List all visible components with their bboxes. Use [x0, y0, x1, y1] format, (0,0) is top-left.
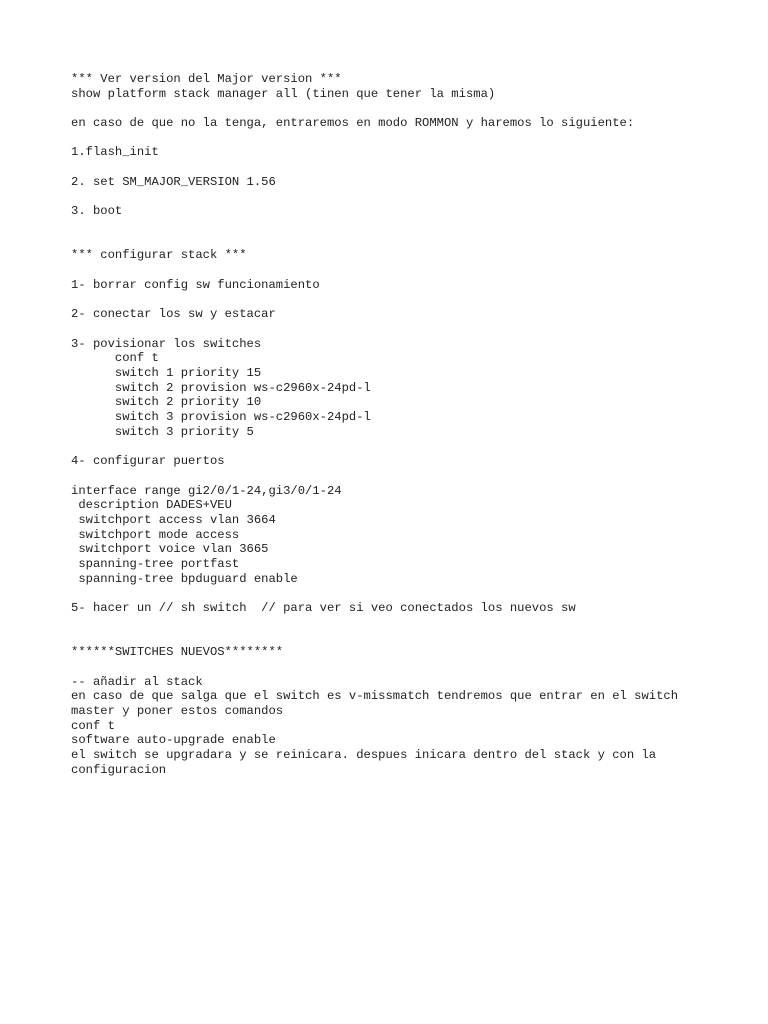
blank-line: [71, 101, 751, 116]
blank-line: [71, 234, 751, 249]
blank-line: [71, 131, 751, 146]
text-line: *** Ver version del Major version ***: [71, 72, 342, 86]
text-line: -- añadir al stack: [71, 674, 203, 689]
blank-line: [71, 631, 751, 646]
text-line: switch 1 priority 15: [71, 365, 262, 380]
text-line: switch 3 priority 5: [71, 424, 254, 439]
blank-line: [71, 586, 751, 601]
text-line: switchport access vlan 3664: [71, 512, 276, 527]
text-line: conf t: [71, 351, 159, 366]
text-line: 1- borrar config sw funcionamiento: [71, 277, 320, 292]
document-page: [71, 72, 751, 778]
text-line: switchport voice vlan 3665: [71, 542, 269, 557]
text-line: software auto-upgrade enable: [71, 733, 276, 748]
text-line: 4- configurar puertos: [71, 454, 225, 469]
text-line: *** configurar stack ***: [71, 248, 247, 263]
text-line: show platform stack manager all (tinen que tener la misma): [71, 86, 496, 101]
text-line: 3- povisionar los switches: [71, 336, 262, 351]
text-line: 3. boot: [71, 204, 123, 219]
text-line: conf t: [71, 718, 115, 733]
blank-line: [71, 160, 751, 175]
blank-line: [71, 439, 751, 454]
blank-line: [71, 660, 751, 675]
text-line: switch 3 provision ws-c2960x-24pd-l: [71, 410, 371, 425]
text-line: 2. set SM_MAJOR_VERSION 1.56: [71, 174, 276, 189]
text-line: configuracion: [71, 762, 167, 777]
text-line: 5- hacer un // sh switch // para ver si veo conectados los nuevos sw: [71, 601, 576, 616]
blank-line: [71, 469, 751, 484]
text-line: spanning-tree bpduguard enable: [71, 571, 298, 586]
text-line: ******SWITCHES NUEVOS********: [71, 645, 284, 660]
text-line: en caso de que salga que el switch es v-missmatch tendremos que entrar en el switch: [71, 689, 679, 704]
text-line: 1.flash_init: [71, 145, 159, 160]
text-line: switch 2 provision ws-c2960x-24pd-l: [71, 380, 371, 395]
text-line: 2- conectar los sw y estacar: [71, 307, 276, 322]
text-line: spanning-tree portfast: [71, 557, 240, 572]
blank-line: [71, 190, 751, 205]
blank-line: [71, 219, 751, 234]
blank-line: [71, 292, 751, 307]
blank-line: [71, 263, 751, 278]
text-line: en caso de que no la tenga, entraremos en modo ROMMON y haremos lo siguiente:: [71, 116, 635, 131]
text-line: description DADES+VEU: [71, 498, 232, 513]
text-line: interface range gi2/0/1-24,gi3/0/1-24: [71, 483, 342, 498]
text-line: master y poner estos comandos: [71, 704, 284, 718]
text-line: switchport mode access: [71, 527, 240, 542]
text-line: switch 2 priority 10: [71, 395, 262, 410]
blank-line: [71, 616, 751, 631]
text-line: el switch se upgradara y se reinicara. despues inicara dentro del stack y con la: [71, 748, 657, 763]
blank-line: [71, 322, 751, 337]
